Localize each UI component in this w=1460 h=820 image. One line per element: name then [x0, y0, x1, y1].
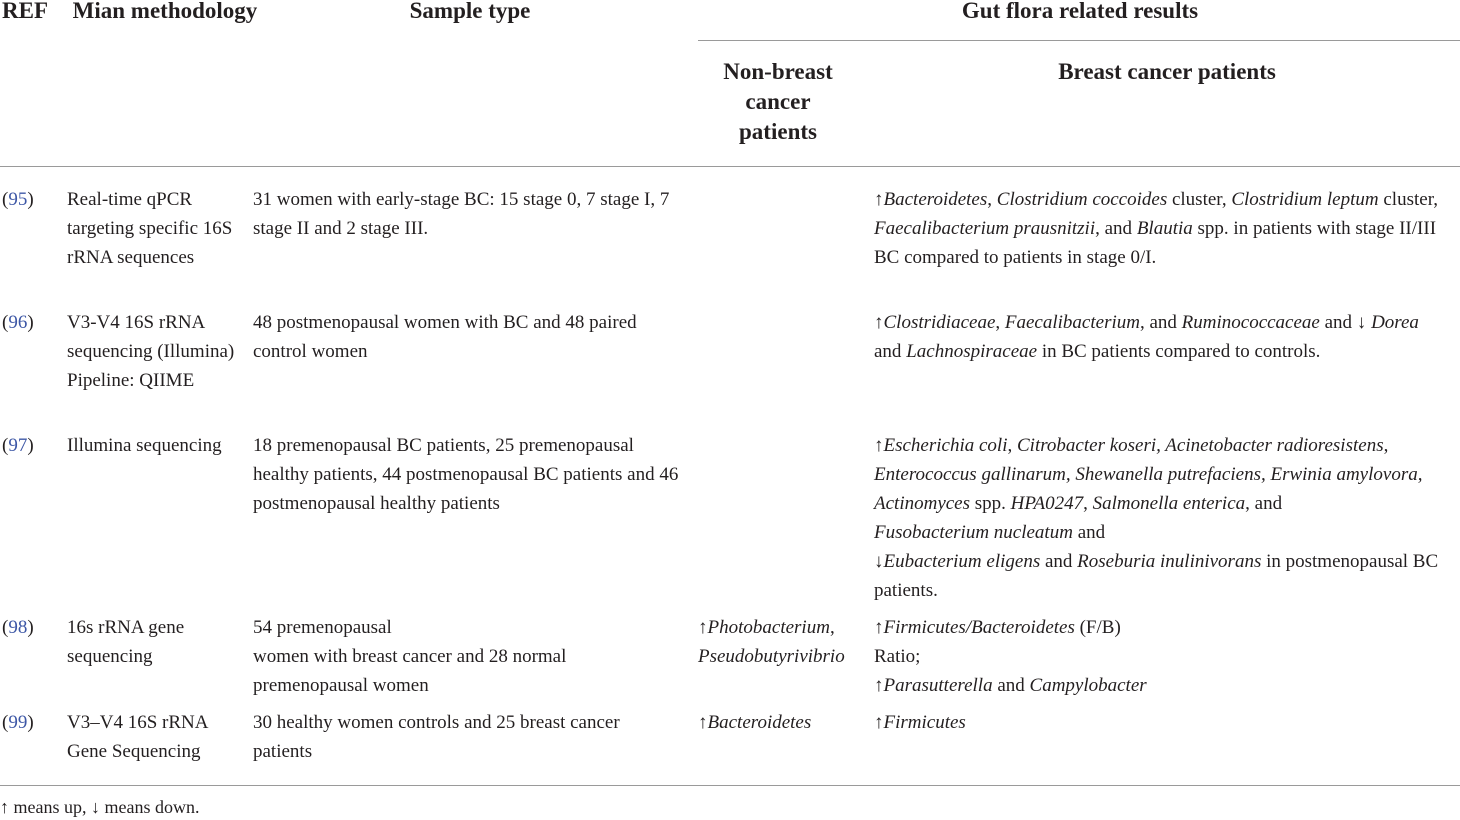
methodology-cell: V3-V4 16S rRNA sequencing (Illumina) Pipeline: QIIME — [67, 312, 235, 391]
ref-cell: (96) — [2, 312, 34, 333]
methodology-cell: Real-time qPCR targeting specific 16S rRNA sequences — [67, 189, 233, 268]
methodology-cell: 16s rRNA gene sequencing — [67, 617, 185, 667]
header-gut-flora-group: Gut flora related results — [961, 0, 1199, 23]
sample-cell: 54 premenopausal women with breast cancer and 28 normal premenopausal women — [253, 617, 567, 696]
footnote: ↑ means up, ↓ means down. — [0, 797, 200, 817]
sample-cell: 48 postmenopausal women with BC and 48 paired control women — [253, 312, 637, 362]
methodology-cell: V3–V4 16S rRNA Gene Sequencing — [67, 712, 208, 762]
header-rule — [0, 166, 1460, 167]
breast-cancer-results-cell: ↑Clostridiaceae, Faecalibacterium, and Ruminococcaceae and ↓ Dorea and Lachnospiraceae in BC patients compared to controls. — [874, 312, 1419, 362]
breast-cancer-results-cell: ↑Firmicutes — [874, 712, 966, 733]
reference-link[interactable]: 99 — [8, 712, 28, 733]
header-sample-type: Sample type — [409, 0, 531, 23]
reference-link[interactable]: 98 — [8, 617, 28, 638]
header-methodology: Mian methodology — [72, 0, 258, 23]
ref-cell: (95) — [2, 189, 34, 210]
ref-cell: (97) — [2, 435, 34, 456]
reference-link[interactable]: 95 — [8, 189, 28, 210]
breast-cancer-results-cell: ↑Escherichia coli, Citrobacter koseri, Acinetobacter radioresistens, Enterococcus gallinarum, Shewanella putrefaciens, Erwinia amylovora, Actinomyces spp. HPA0247, Salmonella enterica, and Fusobacterium nucleatum and ↓Eubacterium eligens and Roseburia inulinivorans in postmenopausal BC patients. — [874, 435, 1439, 601]
reference-link[interactable]: 97 — [8, 435, 28, 456]
bottom-rule — [0, 785, 1460, 786]
non-breast-cancer-results-cell: ↑Photobacterium, Pseudobutyrivibrio — [698, 617, 845, 667]
ref-cell: (98) — [2, 617, 34, 638]
header-breast-cancer: Breast cancer patients — [1058, 59, 1276, 84]
group-underline — [698, 40, 1460, 41]
header-ref: REF — [2, 0, 48, 23]
sample-cell: 31 women with early-stage BC: 15 stage 0, 7 stage I, 7 stage II and 2 stage III. — [253, 189, 670, 239]
header-non-breast-cancer: Non-breast cancer patients — [723, 59, 833, 144]
sample-cell: 18 premenopausal BC patients, 25 premenopausal healthy patients, 44 postmenopausal BC patients and 46 postmenopausal healthy patients — [253, 435, 679, 514]
methodology-cell: Illumina sequencing — [67, 435, 222, 456]
non-breast-cancer-results-cell: ↑Bacteroidetes — [698, 712, 812, 733]
breast-cancer-results-cell: ↑Bacteroidetes, Clostridium coccoides cluster, Clostridium leptum cluster, Faecalibacterium prausnitzii, and Blautia spp. in patients with stage II/III BC compared to patients in stage 0/I. — [874, 189, 1439, 268]
ref-cell: (99) — [2, 712, 34, 733]
reference-link[interactable]: 96 — [8, 312, 28, 333]
breast-cancer-results-cell: ↑Firmicutes/Bacteroidetes (F/B) Ratio; ↑Parasutterella and Campylobacter — [874, 617, 1147, 696]
sample-cell: 30 healthy women controls and 25 breast cancer patients — [253, 712, 620, 762]
